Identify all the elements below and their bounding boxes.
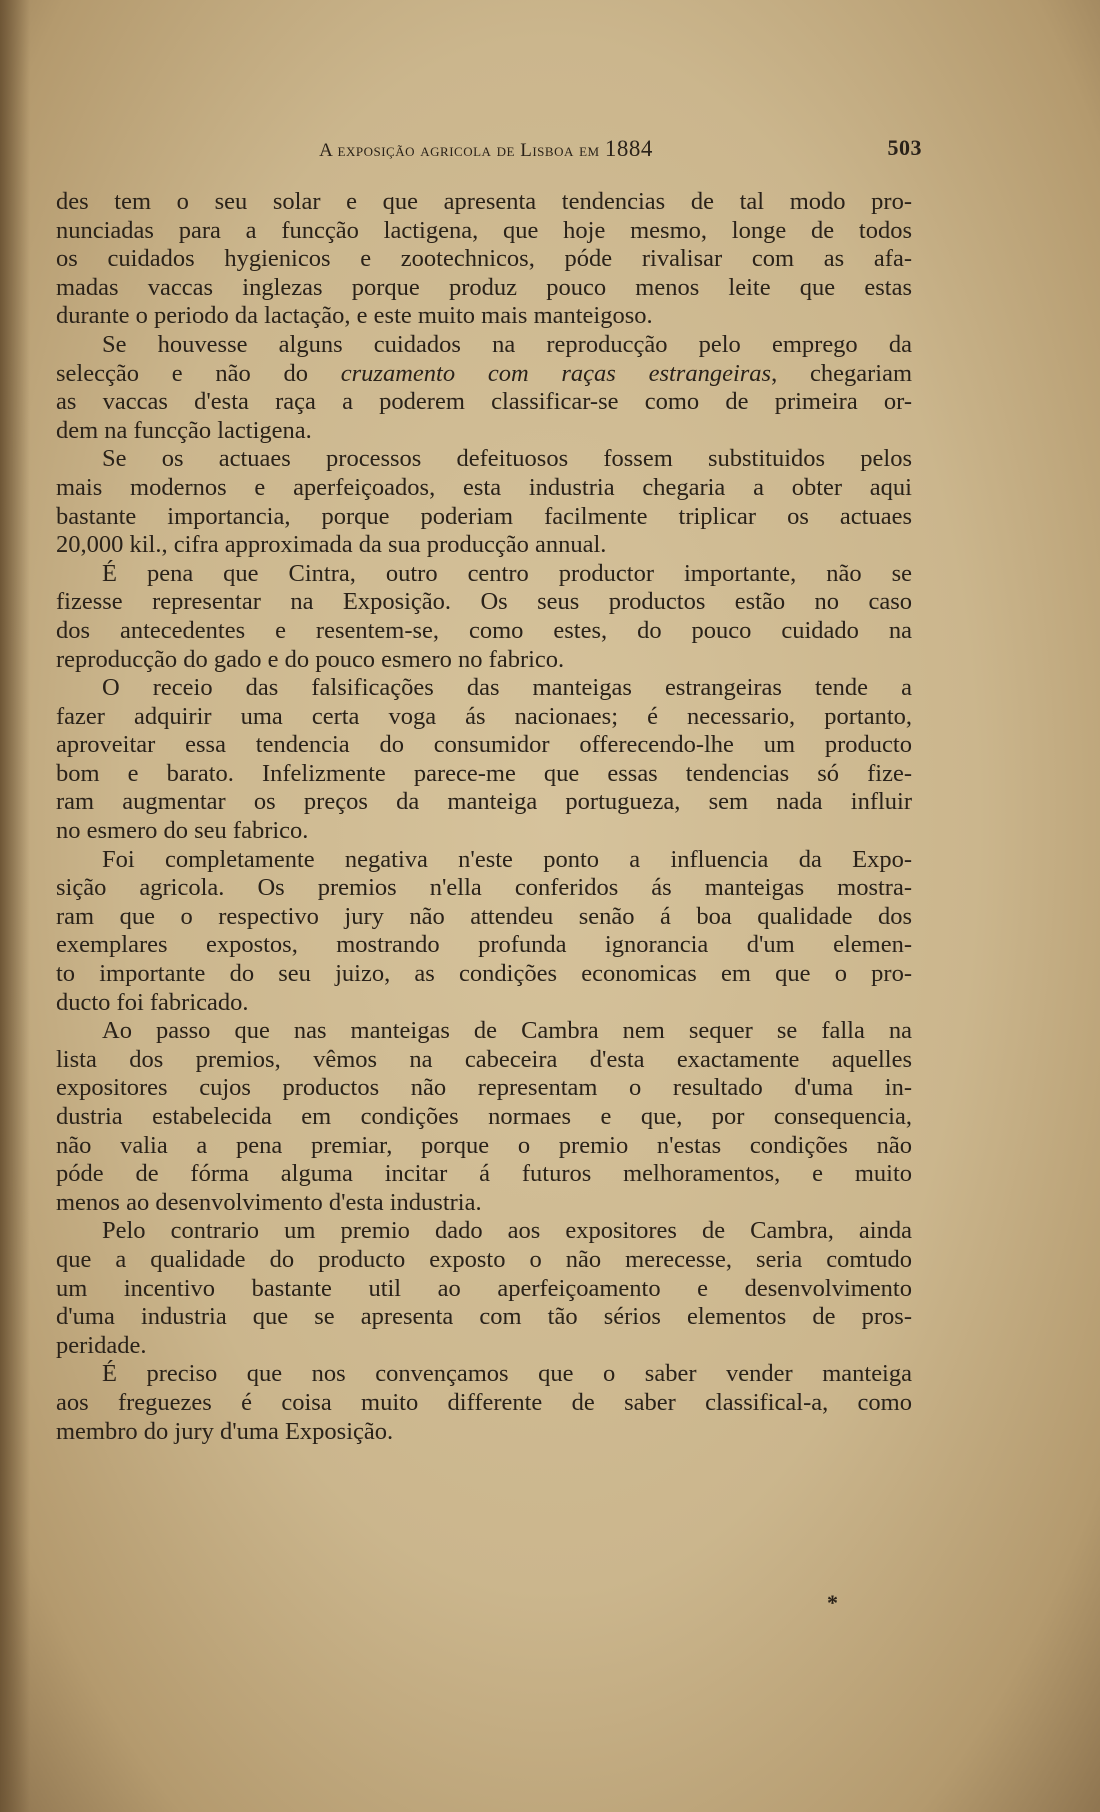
text-line: bastante importancia, porque poderiam facilmente triplicar os actuaes: [56, 502, 912, 530]
text-line: 20,000 kil., cifra approximada da sua producção annual.: [56, 531, 607, 559]
text-line: ram augmentar os preços da manteiga portugueza, sem nada influir: [56, 788, 912, 816]
text-line: dustria estabelecida em condições normaes e que, por consequencia,: [56, 1103, 912, 1130]
text-line: Pelo contrario um premio dado aos expositores de Cambra, ainda: [102, 1217, 912, 1245]
text-line: peridade.: [56, 1331, 147, 1359]
paragraph: [56, 1017, 912, 1217]
text-line: nunciadas para a funcção lactigena, que hoje mesmo, longe de todos: [56, 216, 912, 244]
text-line: dem na funcção lactigena.: [56, 416, 312, 444]
text-line: as vaccas d'esta raça a poderem classificar-se como de primeira or-: [56, 388, 912, 416]
text-line: Se os actuaes processos defeituosos fossem substituidos pelos: [102, 445, 912, 473]
text-line: dos antecedentes e resentem-se, como estes, do pouco cuidado na: [56, 616, 912, 644]
paragraph: [56, 188, 912, 331]
text-line: É preciso que nos convençamos que o saber vender manteiga: [102, 1360, 912, 1388]
text-line: to importante do seu juizo, as condições economicas em que o pro-: [56, 960, 912, 988]
paragraph: [56, 560, 912, 674]
text-line: selecção e não do cruzamento com raças estrangeiras, chegariam: [56, 359, 913, 387]
text-line: que a qualidade do producto exposto o não merecesse, seria comtudo: [56, 1245, 912, 1273]
running-title-text: A exposição agricola de Lisboa em: [319, 140, 600, 161]
text-line: expositores cujos productos não representam o resultado d'uma in-: [56, 1074, 912, 1102]
text-line: os cuidados hygienicos e zootechnicos, póde rivalisar com as afa-: [56, 245, 912, 273]
text-line: exemplares expostos, mostrando profunda ignorancia d'um elemen-: [56, 931, 912, 959]
running-header: [56, 135, 922, 166]
text-line: Se houvesse alguns cuidados na reproducção pelo emprego da: [102, 330, 912, 358]
paragraph: [56, 445, 912, 559]
text-line: aproveitar essa tendencia do consumidor offerecendo-lhe um producto: [56, 731, 912, 759]
text-line: fazer adquirir uma certa voga ás nacionaes; é necessario, portanto,: [56, 702, 912, 730]
text-line: membro do jury d'uma Exposição.: [56, 1417, 394, 1445]
text-line: lista dos premios, vêmos na cabeceira d'esta exactamente aquelles: [56, 1045, 912, 1073]
paragraph: [56, 1217, 912, 1360]
paragraph: [56, 331, 912, 445]
text-line: d'uma industria que se apresenta com tão sérios elementos de pros-: [56, 1303, 912, 1331]
text-line: des tem o seu solar e que apresenta tendencias de tal modo pro-: [56, 188, 912, 215]
text-line: mais modernos e aperfeiçoados, esta industria chegaria a obter aqui: [56, 473, 912, 501]
paragraph: [56, 1360, 912, 1446]
body-text: [56, 188, 912, 1446]
page-number: 503: [887, 135, 922, 160]
text-line: durante o periodo da lactação, e este muito mais manteigoso.: [56, 302, 653, 330]
text-line: madas vaccas inglezas porque produz pouco menos leite que estas: [56, 273, 912, 301]
text-line: Foi completamente negativa n'este ponto a influencia da Expo-: [102, 845, 912, 873]
text-line: sição agricola. Os premios n'ella conferidos ás manteigas mostra-: [56, 874, 912, 902]
text-line: Ao passo que nas manteigas de Cambra nem sequer se falla na: [102, 1017, 912, 1045]
text-line: O receio das falsificações das manteigas estrangeiras tende a: [102, 674, 912, 702]
text-line: ducto foi fabricado.: [56, 988, 249, 1016]
text-line: não valia a pena premiar, porque o premio n'estas condições não: [56, 1131, 912, 1159]
paragraph: [56, 846, 912, 1018]
running-title-year: 1884: [604, 136, 653, 161]
text-line: aos freguezes é coisa muito differente de saber classifical-a, como: [56, 1388, 912, 1416]
text-line: um incentivo bastante util ao aperfeiçoamento e desenvolvimento: [56, 1274, 912, 1302]
text-line: ram que o respectivo jury não attendeu senão á boa qualidade dos: [56, 902, 912, 930]
text-line: póde de fórma alguma incitar á futuros melhoramentos, e muito: [56, 1160, 912, 1188]
text-line: no esmero do seu fabrico.: [56, 817, 309, 845]
text-line: menos ao desenvolvimento d'esta industria.: [56, 1188, 482, 1216]
paragraph: [56, 674, 912, 846]
text-line: fizesse representar na Exposição. Os seus productos estão no caso: [56, 588, 912, 616]
running-title: [56, 136, 916, 162]
end-ornament: *: [827, 1590, 838, 1615]
text-line: bom e barato. Infelizmente parece-me que essas tendencias só fize-: [56, 759, 912, 787]
page-shadow: [0, 0, 30, 1812]
text-line: É pena que Cintra, outro centro productor importante, não se: [102, 559, 912, 587]
text-line: reproducção do gado e do pouco esmero no fabrico.: [56, 645, 565, 673]
